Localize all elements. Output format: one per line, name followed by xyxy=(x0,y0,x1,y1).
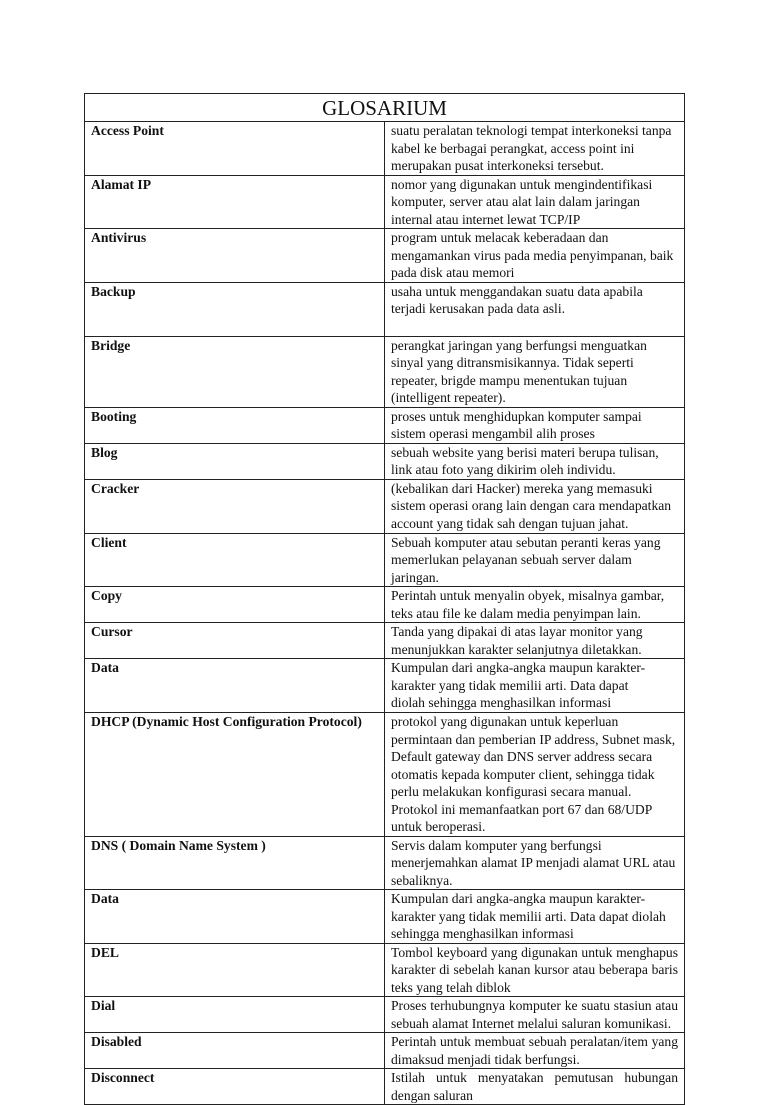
glossary-definition: Perintah untuk membuat sebuah peralatan/item yang dimaksud menjadi tidak berfungsi. xyxy=(385,1033,685,1069)
glossary-body xyxy=(85,122,685,1105)
glossary-row xyxy=(85,1033,685,1069)
glossary-row xyxy=(85,587,685,623)
glossary-term: Data xyxy=(85,890,385,944)
glossary-row xyxy=(85,659,685,713)
glossary-definition: protokol yang digunakan untuk keperluan permintaan dan pemberian IP address, Subnet mask, Default gateway dan DNS server address secara otomatis kepada komputer client, sehingga tidak perlu melakukan konfigurasi secara manual. Protokol ini memanfaatkan port 67 dan 68/UDP untuk beroperasi. xyxy=(385,713,685,837)
glossary-term: DNS ( Domain Name System ) xyxy=(85,836,385,890)
glossary-row xyxy=(85,890,685,944)
glossary-definition: Sebuah komputer atau sebutan peranti keras yang memerlukan pelayanan sebuah server dalam jaringan. xyxy=(385,533,685,587)
glossary-term: Bridge xyxy=(85,336,385,407)
glossary-row xyxy=(85,282,685,336)
glossary-row xyxy=(85,407,685,443)
glossary-row xyxy=(85,533,685,587)
glossary-title-row xyxy=(85,94,685,122)
glossary-term: DEL xyxy=(85,943,385,997)
glossary-title: GLOSARIUM xyxy=(85,94,685,122)
glossary-term: Disabled xyxy=(85,1033,385,1069)
glossary-term: Copy xyxy=(85,587,385,623)
glossary-definition: perangkat jaringan yang berfungsi menguatkan sinyal yang ditransmisikannya. Tidak seperti repeater, brigde mampu menentukan tujuan (intelligent repeater). xyxy=(385,336,685,407)
glossary-term: Access Point xyxy=(85,122,385,176)
glossary-definition: Istilah untuk menyatakan pemutusan hubungan dengan saluran xyxy=(385,1069,685,1105)
glossary-term: Blog xyxy=(85,443,385,479)
glossary-definition: proses untuk menghidupkan komputer sampai sistem operasi mengambil alih proses xyxy=(385,407,685,443)
glossary-term: DHCP (Dynamic Host Configuration Protocol) xyxy=(85,713,385,837)
glossary-definition: nomor yang digunakan untuk mengindentifikasi komputer, server atau alat lain dalam jaringan internal atau internet lewat TCP/IP xyxy=(385,175,685,229)
glossary-term: Alamat IP xyxy=(85,175,385,229)
glossary-row xyxy=(85,443,685,479)
glossary-definition: Tombol keyboard yang digunakan untuk menghapus karakter di sebelah kanan kursor atau beberapa baris teks yang telah diblok xyxy=(385,943,685,997)
glossary-row xyxy=(85,122,685,176)
glossary-definition: suatu peralatan teknologi tempat interkoneksi tanpa kabel ke berbagai perangkat, access point ini merupakan pusat interkoneksi tersebut. xyxy=(385,122,685,176)
glossary-term: Backup xyxy=(85,282,385,336)
glossary-definition: usaha untuk menggandakan suatu data apabila terjadi kerusakan pada data asli. xyxy=(385,282,685,336)
glossary-row xyxy=(85,623,685,659)
glossary-definition: sebuah website yang berisi materi berupa tulisan, link atau foto yang dikirim oleh individu. xyxy=(385,443,685,479)
glossary-row xyxy=(85,175,685,229)
glossary-row xyxy=(85,836,685,890)
glossary-term: Client xyxy=(85,533,385,587)
glossary-term: Disconnect xyxy=(85,1069,385,1105)
glossary-definition: Perintah untuk menyalin obyek, misalnya gambar, teks atau file ke dalam media penyimpan lain. xyxy=(385,587,685,623)
glossary-definition: Servis dalam komputer yang berfungsi menerjemahkan alamat IP menjadi alamat URL atau sebaliknya. xyxy=(385,836,685,890)
glossary-row xyxy=(85,479,685,533)
glossary-term: Cursor xyxy=(85,623,385,659)
glossary-row xyxy=(85,336,685,407)
glossary-definition: (kebalikan dari Hacker) mereka yang memasuki sistem operasi orang lain dengan cara mendapatkan account yang tidak sah dengan tujuan jahat. xyxy=(385,479,685,533)
glossary-row xyxy=(85,943,685,997)
glossary-term: Booting xyxy=(85,407,385,443)
glossary-definition: Kumpulan dari angka-angka maupun karakter-karakter yang tidak memilii arti. Data dapat diolah sehingga menghasilkan informasi xyxy=(385,659,685,713)
glossary-term: Cracker xyxy=(85,479,385,533)
glossary-definition: Proses terhubungnya komputer ke suatu stasiun atau sebuah alamat Internet melalui saluran komunikasi. xyxy=(385,997,685,1033)
glossary-table xyxy=(84,93,685,1105)
glossary-row xyxy=(85,713,685,837)
glossary-row xyxy=(85,229,685,283)
glossary-row xyxy=(85,1069,685,1105)
glossary-row xyxy=(85,997,685,1033)
glossary-term: Dial xyxy=(85,997,385,1033)
glossary-term: Antivirus xyxy=(85,229,385,283)
glossary-definition: Kumpulan dari angka-angka maupun karakter-karakter yang tidak memilii arti. Data dapat diolah sehingga menghasilkan informasi xyxy=(385,890,685,944)
glossary-definition: program untuk melacak keberadaan dan mengamankan virus pada media penyimpanan, baik pada disk atau memori xyxy=(385,229,685,283)
glossary-term: Data xyxy=(85,659,385,713)
glossary-definition: Tanda yang dipakai di atas layar monitor yang menunjukkan karakter selanjutnya diletakkan. xyxy=(385,623,685,659)
